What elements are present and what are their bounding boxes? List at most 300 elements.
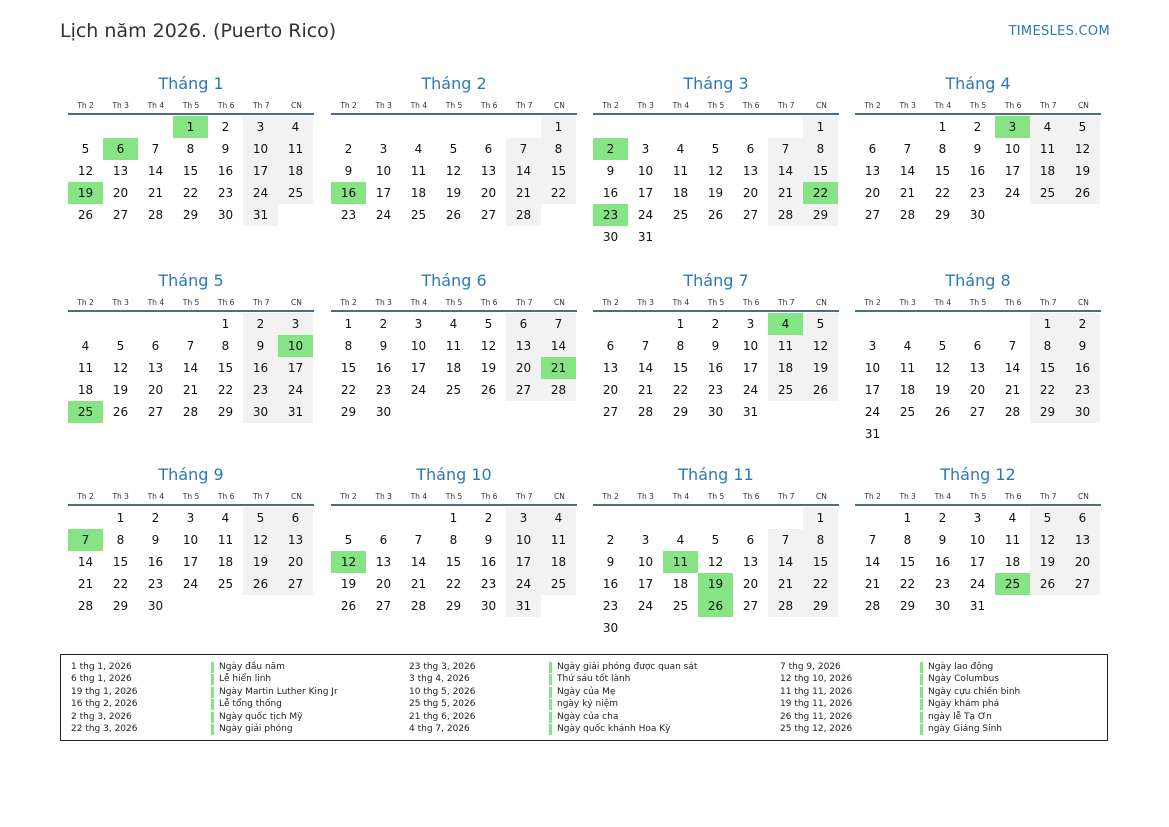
day-cell: 21 [410, 577, 427, 591]
day-cell: 1 [803, 507, 838, 529]
day-cell: 15 [1030, 357, 1065, 379]
day-cell: 14 [410, 555, 427, 569]
day-cell: 18 [899, 383, 916, 397]
legend-holiday-name: Ngày khám phá [928, 699, 1000, 710]
day-cell: 17 [278, 357, 313, 379]
day-cell: 7 [506, 138, 541, 160]
legend-row [71, 698, 338, 710]
day-cell: 18 [768, 357, 803, 379]
day-cell: 3 [278, 313, 313, 335]
day-cell: 2 [379, 317, 388, 331]
day-cell: 5 [803, 313, 838, 335]
weekday-header [855, 489, 1101, 506]
day-cell: 11 [541, 529, 576, 551]
day-grid [331, 507, 577, 617]
day-cell: 14 [899, 164, 916, 178]
day-cell: 21 [506, 182, 541, 204]
holiday-day-cell: 11 [663, 551, 698, 573]
day-cell: 13 [112, 164, 129, 178]
day-cell: 13 [742, 555, 759, 569]
day-cell: 27 [506, 379, 541, 401]
weekday-label: Th 6 [217, 101, 235, 110]
day-cell: 25 [899, 405, 916, 419]
day-cell: 2 [151, 511, 160, 525]
legend-row [409, 711, 697, 723]
weekday-header [855, 98, 1101, 115]
holiday-day-cell: 6 [103, 138, 138, 160]
day-cell: 14 [768, 160, 803, 182]
day-cell: 13 [742, 164, 759, 178]
holiday-marker [211, 699, 214, 710]
month-title: Tháng 6 [421, 271, 487, 290]
weekday-label: CN [1077, 492, 1089, 501]
legend-holiday-name: Ngày cựu chiến binh [928, 686, 1021, 697]
month-calendar [331, 464, 577, 617]
day-cell: 18 [77, 383, 94, 397]
day-cell: 8 [221, 339, 230, 353]
day-grid [855, 313, 1101, 445]
day-cell: 30 [969, 208, 986, 222]
day-cell: 2 [606, 533, 615, 547]
legend-column [780, 661, 1020, 735]
day-cell: 17 [742, 361, 759, 375]
legend-row [780, 686, 1020, 698]
weekday-label: Th 7 [253, 298, 270, 307]
day-cell: 29 [217, 405, 234, 419]
day-grid [593, 507, 839, 639]
day-cell: 4 [414, 142, 423, 156]
weekday-label: Th 2 [602, 101, 619, 110]
weekday-label: Th 7 [778, 298, 795, 307]
weekday-label: Th 2 [864, 101, 881, 110]
day-cell: 4 [221, 511, 230, 525]
empty-cell [768, 507, 803, 529]
day-cell: 21 [899, 186, 916, 200]
day-cell: 22 [1030, 379, 1065, 401]
day-cell: 21 [768, 573, 803, 595]
day-cell: 11 [672, 164, 689, 178]
month-title: Tháng 9 [158, 465, 224, 484]
day-cell: 28 [77, 599, 94, 613]
day-cell: 30 [243, 401, 278, 423]
day-cell: 4 [1030, 116, 1065, 138]
weekday-label: Th 7 [778, 101, 795, 110]
day-cell: 27 [480, 208, 497, 222]
weekday-label: Th 7 [1040, 492, 1057, 501]
day-cell: 11 [1030, 138, 1065, 160]
holiday-marker [920, 662, 923, 673]
day-cell: 9 [379, 339, 388, 353]
legend-holiday-name: Ngày quốc tịch Mỹ [219, 711, 303, 722]
legend-holiday-name: Ngày của cha [557, 711, 619, 722]
holiday-marker [549, 662, 552, 673]
empty-cell [401, 116, 436, 138]
month-title: Tháng 10 [416, 465, 492, 484]
holiday-day-cell: 2 [593, 138, 628, 160]
holiday-day-cell: 12 [331, 551, 366, 573]
legend-holiday-name: Ngày giải phóng được quan sát [557, 662, 698, 672]
month-calendar [68, 73, 314, 226]
day-grid [855, 116, 1101, 226]
day-cell: 24 [506, 573, 541, 595]
day-cell: 18 [410, 186, 427, 200]
holiday-day-cell: 22 [803, 182, 838, 204]
day-cell: 17 [637, 186, 654, 200]
empty-cell [173, 313, 208, 335]
legend-row [780, 661, 1020, 673]
day-cell: 20 [506, 357, 541, 379]
day-cell: 19 [243, 551, 278, 573]
holiday-day-cell: 1 [173, 116, 208, 138]
day-cell: 31 [864, 427, 881, 441]
day-cell: 4 [449, 317, 458, 331]
weekday-label: Th 4 [147, 101, 165, 110]
site-link[interactable]: TIMESLES.COM [1008, 24, 1110, 39]
day-cell: 2 [243, 313, 278, 335]
empty-cell [103, 313, 138, 335]
day-cell: 20 [742, 186, 759, 200]
weekday-label: Th 2 [602, 298, 619, 307]
legend-date: 2 thg 3, 2026 [71, 711, 132, 722]
day-cell: 3 [641, 533, 650, 547]
day-cell: 11 [278, 138, 313, 160]
day-grid [68, 313, 314, 423]
day-cell: 23 [243, 379, 278, 401]
weekday-label: Th 2 [864, 298, 881, 307]
day-cell: 26 [77, 208, 94, 222]
empty-cell [331, 116, 366, 138]
day-cell: 6 [746, 533, 755, 547]
day-cell: 8 [676, 339, 685, 353]
legend-row [409, 686, 697, 698]
weekday-label: Th 6 [1004, 298, 1022, 307]
legend-row [780, 698, 1020, 710]
day-cell: 10 [637, 164, 654, 178]
weekday-label: Th 7 [778, 492, 795, 501]
day-cell: 16 [147, 555, 164, 569]
weekday-header [593, 489, 839, 506]
day-cell: 2 [344, 142, 353, 156]
day-cell: 27 [278, 573, 313, 595]
empty-cell [628, 507, 663, 529]
day-cell: 3 [243, 116, 278, 138]
day-cell: 29 [112, 599, 129, 613]
day-cell: 9 [1065, 335, 1100, 357]
day-grid [68, 116, 314, 226]
weekday-label: Th 4 [934, 492, 952, 501]
weekday-header [68, 295, 314, 312]
day-cell: 1 [903, 511, 912, 525]
day-cell: 10 [637, 555, 654, 569]
day-cell: 6 [973, 339, 982, 353]
weekday-label: Th 5 [182, 492, 200, 501]
day-cell: 30 [147, 599, 164, 613]
weekday-label: Th 3 [637, 101, 654, 110]
day-cell: 13 [1065, 529, 1100, 551]
month-calendar [593, 270, 839, 423]
day-cell: 4 [1008, 511, 1017, 525]
day-cell: 24 [278, 379, 313, 401]
day-cell: 23 [217, 186, 234, 200]
day-cell: 5 [116, 339, 125, 353]
weekday-label: CN [290, 298, 302, 307]
day-cell: 7 [868, 533, 877, 547]
page-title: Lịch năm 2026. (Puerto Rico) [60, 20, 337, 42]
weekday-label: Th 4 [410, 101, 428, 110]
day-cell: 27 [864, 208, 881, 222]
day-cell: 19 [707, 186, 724, 200]
empty-cell [68, 507, 103, 529]
day-cell: 25 [445, 383, 462, 397]
day-cell: 12 [707, 164, 724, 178]
day-cell: 13 [969, 361, 986, 375]
month-title: Tháng 4 [945, 74, 1011, 93]
day-cell: 30 [217, 208, 234, 222]
day-cell: 26 [445, 208, 462, 222]
day-cell: 20 [742, 577, 759, 591]
weekday-label: Th 7 [516, 101, 533, 110]
day-cell: 3 [868, 339, 877, 353]
weekday-label: Th 7 [1040, 101, 1057, 110]
day-cell: 20 [278, 551, 313, 573]
legend-date: 4 thg 7, 2026 [409, 723, 470, 734]
legend-holiday-name: Lễ hiển linh [219, 674, 272, 685]
empty-cell [663, 507, 698, 529]
day-cell: 26 [1030, 573, 1065, 595]
day-cell: 9 [151, 533, 160, 547]
day-cell: 6 [868, 142, 877, 156]
day-cell: 9 [973, 142, 982, 156]
day-cell: 12 [1030, 529, 1065, 551]
empty-cell [138, 116, 173, 138]
legend-date: 19 thg 11, 2026 [780, 699, 853, 710]
day-cell: 14 [1004, 361, 1021, 375]
day-cell: 28 [506, 204, 541, 226]
empty-cell [628, 116, 663, 138]
holiday-marker [920, 674, 923, 685]
day-cell: 26 [243, 573, 278, 595]
day-cell: 13 [602, 361, 619, 375]
empty-cell [663, 116, 698, 138]
day-cell: 20 [864, 186, 881, 200]
day-cell: 7 [541, 313, 576, 335]
day-cell: 5 [449, 142, 458, 156]
day-cell: 8 [449, 533, 458, 547]
day-cell: 11 [899, 361, 916, 375]
day-cell: 16 [602, 186, 619, 200]
day-cell: 5 [938, 339, 947, 353]
day-cell: 3 [746, 317, 755, 331]
month-title: Tháng 12 [940, 465, 1016, 484]
day-cell: 19 [934, 383, 951, 397]
weekday-label: Th 3 [899, 492, 916, 501]
day-cell: 20 [147, 383, 164, 397]
empty-cell [331, 507, 366, 529]
empty-cell [855, 507, 890, 529]
weekday-label: Th 6 [480, 492, 498, 501]
empty-cell [925, 313, 960, 335]
day-cell: 2 [1065, 313, 1100, 335]
day-cell: 17 [637, 577, 654, 591]
day-cell: 28 [182, 405, 199, 419]
legend-date: 7 thg 9, 2026 [780, 662, 841, 672]
legend-holiday-name: Ngày đầu năm [219, 662, 285, 672]
legend-row [71, 673, 338, 685]
legend-holiday-name: Ngày Martin Luther King Jr [219, 686, 338, 697]
day-cell: 29 [934, 208, 951, 222]
day-cell: 15 [934, 164, 951, 178]
day-cell: 30 [602, 230, 619, 244]
empty-cell [68, 313, 103, 335]
day-cell: 24 [1004, 186, 1021, 200]
empty-cell [366, 507, 401, 529]
day-cell: 28 [541, 379, 576, 401]
day-cell: 10 [182, 533, 199, 547]
day-cell: 24 [969, 577, 986, 591]
day-cell: 8 [903, 533, 912, 547]
day-cell: 27 [1065, 573, 1100, 595]
day-cell: 1 [449, 511, 458, 525]
legend-column [409, 661, 697, 735]
day-cell: 5 [1065, 116, 1100, 138]
day-cell: 1 [803, 116, 838, 138]
day-cell: 24 [410, 383, 427, 397]
weekday-label: Th 6 [480, 298, 498, 307]
weekday-header [68, 98, 314, 115]
weekday-header [68, 489, 314, 506]
day-cell: 14 [637, 361, 654, 375]
holiday-legend [60, 654, 1108, 741]
day-cell: 6 [506, 313, 541, 335]
day-cell: 7 [186, 339, 195, 353]
day-cell: 1 [1030, 313, 1065, 335]
legend-holiday-name: Ngày Columbus [928, 674, 1000, 685]
day-cell: 14 [147, 164, 164, 178]
day-cell: 9 [221, 142, 230, 156]
day-cell: 22 [182, 186, 199, 200]
day-cell: 5 [1030, 507, 1065, 529]
day-cell: 5 [484, 317, 493, 331]
weekday-label: Th 4 [672, 492, 690, 501]
legend-holiday-name: ngày lễ Tạ Ơn [928, 711, 992, 722]
day-cell: 16 [480, 555, 497, 569]
day-cell: 28 [147, 208, 164, 222]
day-cell: 6 [379, 533, 388, 547]
day-cell: 4 [903, 339, 912, 353]
holiday-marker [211, 687, 214, 698]
day-cell: 19 [340, 577, 357, 591]
empty-cell [698, 507, 733, 529]
day-cell: 18 [278, 160, 313, 182]
day-cell: 7 [414, 533, 423, 547]
day-cell: 14 [506, 160, 541, 182]
weekday-label: CN [553, 101, 565, 110]
month-calendar [68, 464, 314, 617]
day-cell: 1 [676, 317, 685, 331]
day-cell: 14 [768, 551, 803, 573]
day-cell: 31 [506, 595, 541, 617]
day-cell: 22 [217, 383, 234, 397]
weekday-label: Th 3 [637, 298, 654, 307]
day-cell: 2 [938, 511, 947, 525]
day-cell: 16 [243, 357, 278, 379]
day-cell: 19 [480, 361, 497, 375]
day-cell: 30 [1065, 401, 1100, 423]
weekday-label: Th 4 [147, 492, 165, 501]
day-cell: 23 [375, 383, 392, 397]
day-cell: 4 [676, 533, 685, 547]
day-cell: 15 [217, 361, 234, 375]
day-cell: 15 [112, 555, 129, 569]
legend-holiday-name: Ngày giải phóng [219, 723, 293, 734]
day-cell: 25 [672, 208, 689, 222]
holiday-day-cell: 21 [541, 357, 576, 379]
legend-row [409, 723, 697, 735]
day-cell: 31 [742, 405, 759, 419]
day-cell: 23 [969, 186, 986, 200]
day-cell: 2 [221, 120, 230, 134]
day-cell: 11 [1004, 533, 1021, 547]
month-calendar [855, 464, 1101, 617]
day-cell: 22 [340, 383, 357, 397]
day-cell: 6 [484, 142, 493, 156]
day-cell: 31 [243, 204, 278, 226]
legend-holiday-name: Ngày quốc khánh Hoa Kỳ [557, 723, 671, 734]
empty-cell [506, 116, 541, 138]
weekday-label: Th 6 [742, 492, 760, 501]
day-cell: 15 [182, 164, 199, 178]
weekday-label: Th 3 [375, 298, 392, 307]
weekday-label: Th 2 [77, 492, 94, 501]
weekday-label: Th 5 [707, 492, 725, 501]
month-title: Tháng 1 [158, 74, 224, 93]
weekday-label: CN [290, 492, 302, 501]
day-cell: 12 [77, 164, 94, 178]
month-calendar [855, 73, 1101, 226]
day-cell: 16 [934, 555, 951, 569]
day-cell: 16 [602, 577, 619, 591]
day-cell: 25 [1030, 182, 1065, 204]
day-cell: 27 [742, 599, 759, 613]
day-cell: 2 [484, 511, 493, 525]
day-cell: 24 [864, 405, 881, 419]
day-cell: 12 [445, 164, 462, 178]
day-cell: 18 [1030, 160, 1065, 182]
weekday-label: Th 3 [112, 298, 129, 307]
day-cell: 24 [375, 208, 392, 222]
day-cell: 28 [864, 599, 881, 613]
day-cell: 25 [541, 573, 576, 595]
weekday-label: Th 4 [147, 298, 165, 307]
holiday-marker [549, 712, 552, 723]
month-calendar [855, 270, 1101, 445]
day-cell: 10 [969, 533, 986, 547]
month-calendar [593, 73, 839, 248]
day-cell: 29 [445, 599, 462, 613]
holiday-day-cell: 25 [68, 401, 103, 423]
day-cell: 8 [803, 138, 838, 160]
weekday-label: Th 6 [1004, 101, 1022, 110]
day-cell: 10 [506, 529, 541, 551]
day-cell: 22 [934, 186, 951, 200]
weekday-label: CN [290, 101, 302, 110]
day-cell: 29 [803, 595, 838, 617]
day-cell: 30 [707, 405, 724, 419]
day-cell: 28 [1004, 405, 1021, 419]
weekday-header [593, 98, 839, 115]
weekday-label: Th 6 [217, 492, 235, 501]
day-cell: 22 [445, 577, 462, 591]
